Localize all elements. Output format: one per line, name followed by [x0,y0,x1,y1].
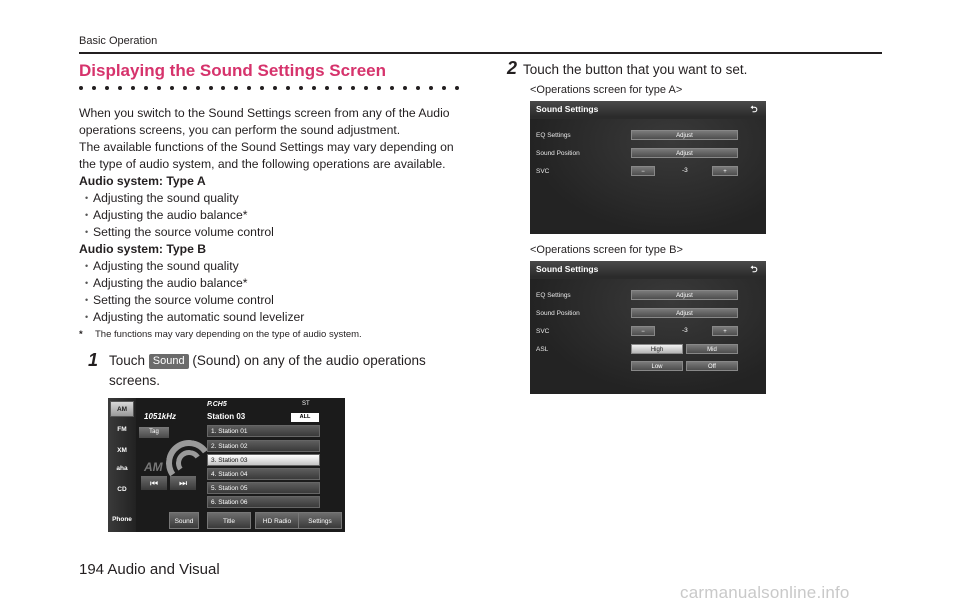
divider-dot [377,86,381,90]
footnote-mark: * [79,329,83,340]
divider-dot [144,86,148,90]
svc-minus-button: − [631,326,655,336]
svc-label: SVC [536,328,550,335]
position-adjust-button: Adjust [631,308,738,318]
divider-dot [260,86,264,90]
station-name: Station 03 [207,412,246,421]
divider-dot [79,86,83,90]
footnote-text: The functions may vary depending on the type of audio system. [95,329,362,340]
type-a-item: • Setting the source volume control [79,224,469,241]
svc-minus-button: − [631,166,655,176]
position-label: Sound Position [536,150,580,157]
caption-type-a: <Operations screen for type A> [530,84,683,96]
divider-dot [183,86,187,90]
divider-dot [416,86,420,90]
sound-chip: Sound [149,354,189,369]
divider-dot [247,86,251,90]
sound-button: Sound [169,512,199,529]
type-b-item: • Adjusting the audio balance* [79,275,469,292]
intro-paragraph-2: The available functions of the Sound Settings may vary depending on the type of audio system, and the following operations are available. [79,140,454,171]
divider-dot [364,86,368,90]
step-1 [88,351,458,391]
divider-dot [403,86,407,90]
step-2-text: Touch the button that you want to set. [523,62,748,77]
station-item: 4. Station 04 [207,468,320,480]
audio-operations-screen [108,398,345,532]
station-item: 5. Station 05 [207,482,320,494]
source-phone: Phone [112,516,132,523]
caption-type-b: <Operations screen for type B> [530,244,683,256]
type-b-item: • Setting the source volume control [79,292,469,309]
panel-title: Sound Settings [536,264,599,274]
header-rule [79,52,882,54]
divider-dot [299,86,303,90]
svc-plus-button: + [712,166,738,176]
next-track-button: ⏭ [170,476,196,490]
band-mark: AM [144,460,163,474]
eq-adjust-button: Adjust [631,130,738,140]
step-1-before: Touch [109,353,149,368]
hd-radio-button: HD Radio [255,512,299,529]
step-2 [507,58,747,80]
svc-plus-button: + [712,326,738,336]
eq-adjust-button: Adjust [631,290,738,300]
type-a-item: • Adjusting the sound quality [79,190,469,207]
eq-label: EQ Settings [536,292,571,299]
divider-dot [221,86,225,90]
divider-dot [92,86,96,90]
source-aha: aha [116,465,128,472]
back-icon: ⮌ [750,264,758,274]
asl-label: ASL [536,346,549,353]
preset-channel: P.CH5 [207,401,227,408]
frequency-readout: 1051kHz [144,412,177,421]
step-1-after: (Sound) on any of the audio operations screens. [109,353,426,388]
asl-off-button: Off [686,361,738,371]
divider-dot [170,86,174,90]
station-item: 1. Station 01 [207,425,320,437]
footnote [79,326,469,343]
title-button: Title [207,512,251,529]
station-item-selected: 3. Station 03 [207,454,320,466]
divider-dot [429,86,433,90]
all-chip: ALL [291,413,319,422]
dotted-divider [79,86,459,92]
station-item: 6. Station 06 [207,496,320,508]
source-sidebar [108,398,136,532]
asl-low-button: Low [631,361,683,371]
svc-value: -3 [682,167,688,174]
divider-dot [325,86,329,90]
divider-dot [209,86,213,90]
divider-dot [196,86,200,90]
type-a-item: • Adjusting the audio balance* [79,207,469,224]
step-1-number: 1 [88,350,99,370]
eq-label: EQ Settings [536,132,571,139]
type-b-heading: Audio system: Type B [79,242,207,256]
panel-header [530,261,766,277]
source-xm: XM [117,447,127,454]
sound-settings-screen-type-b [530,261,766,394]
sound-settings-screen-type-a [530,101,766,234]
prev-track-button: ⏮ [141,476,167,490]
divider-dot [338,86,342,90]
step-2-number: 2 [507,58,518,78]
running-header: Basic Operation [79,35,158,47]
divider-dot [286,86,290,90]
source-cd: CD [117,486,127,493]
divider-dot [442,86,446,90]
divider-dot [157,86,161,90]
watermark: carmanualsonline.info [680,583,850,602]
divider-dot [273,86,277,90]
svc-value: -3 [682,327,688,334]
divider-dot [118,86,122,90]
asl-mid-button: Mid [686,344,738,354]
divider-dot [455,86,459,90]
back-icon: ⮌ [750,104,758,114]
divider-dot [131,86,135,90]
position-adjust-button: Adjust [631,148,738,158]
tag-button: Tag [139,427,169,438]
divider-dot [312,86,316,90]
type-a-heading: Audio system: Type A [79,174,206,188]
position-label: Sound Position [536,310,580,317]
source-am: AM [110,401,134,417]
divider-dot [105,86,109,90]
intro-paragraph-1: When you switch to the Sound Settings screen from any of the Audio operations screens, you can perform the sound adjustment. [79,106,450,137]
asl-high-button: High [631,344,683,354]
station-item: 2. Station 02 [207,440,320,452]
panel-header [530,101,766,117]
panel-title: Sound Settings [536,104,599,114]
page-footer: 194 Audio and Visual [79,561,220,578]
panel-body [530,279,766,394]
stereo-indicator: ST [302,401,310,407]
type-b-item: • Adjusting the sound quality [79,258,469,275]
step-1-text [88,351,458,391]
section-title: Displaying the Sound Settings Screen [79,61,386,80]
source-fm: FM [117,426,127,433]
divider-dot [390,86,394,90]
divider-dot [351,86,355,90]
type-b-item: • Adjusting the automatic sound levelizer [79,309,469,326]
svc-label: SVC [536,168,550,175]
settings-button: Settings [298,512,342,529]
divider-dot [234,86,238,90]
section-body [79,105,469,343]
panel-body [530,119,766,234]
